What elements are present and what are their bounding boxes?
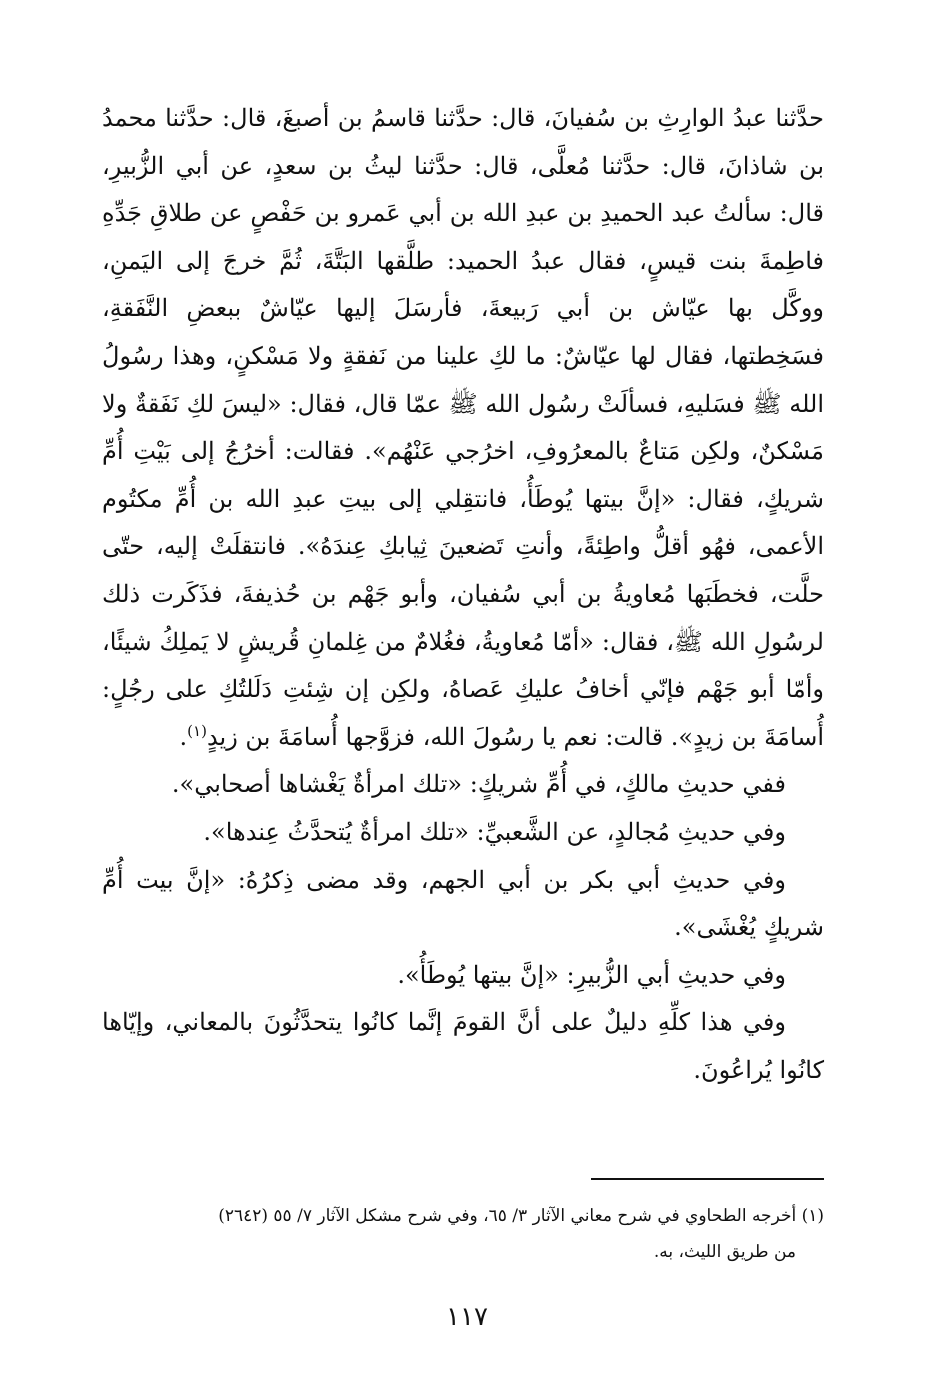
footnote-line-1: (١) أخرجه الطحاوي في شرح معاني الآثار ٣/ ٦٥، وفي شرح مشكل الآثار ٧/ ٥٥ (٢٦٤٢) [218,1206,824,1226]
footnote-line-2: من طريق الليث، به. [653,1242,796,1262]
paragraph-malik: ففي حديثِ مالكٍ، في أُمِّ شريكٍ: «تلك امرأةٌ يَغْشاها أصحابي». [171,770,786,799]
page-number: ١١٧ [446,1302,488,1332]
paragraph-mujalid: وفي حديثِ مُجالدٍ، عن الشَّعبيِّ: «تلك امرأةٌ يُتحدَّثُ عِندها». [203,817,786,846]
footnote-divider [591,1178,824,1180]
paragraph-conclusion: وفي هذا كلِّهِ دليلٌ على أنَّ القومَ إنَّما كانُوا يتحدَّثُونَ بالمعاني، وإيّاها كانُوا يُراعُونَ. [102,1008,824,1084]
paragraph-hadith [102,95,824,761]
footnotes [102,1198,824,1270]
main-text [102,95,824,1094]
paragraph-hadith-end: . [179,722,188,751]
paragraph-hadith-text: حدَّثنا عبدُ الوارِثِ بن سُفيانَ، قال: حدَّثنا قاسمُ بن أصبغَ، قال: حدَّثنا محمدُ بن شاذانَ، قال: حدَّثنا مُعلَّى، قال: حدَّثنا ليثُ بن سعدٍ، عن أبي الزُّبيرِ، قال: سألتُ عبد الحميدِ بن عبدِ الله بن أبي عَمرو بن حَفْصٍ عن طلاقِ جَدِّهِ فاطِمةَ بنت قيسٍ، فقال عبدُ الحميد: طلَّقها البَتَّةَ، ثُمَّ خرجَ إلى اليَمنِ، ووكَّل بها عيّاش بن أبي رَبيعةَ، فأرسَلَ إليها عيّاشٌ ببعضِ النَّفَقةِ، فسَخِطتها، فقال لها عيّاشٌ: ما لكِ علينا من نَفقةٍ ولا مَسْكنٍ، وهذا رسُولُ الله ﷺ فسَليهِ، فسألَتْ رسُول الله ﷺ عمّا قال، فقال: «ليسَ لكِ نَفَقةٌ ولا مَسْكنٌ، ولكِن مَتاعٌ بالمعرُوفِ، اخرُجي عَنْهُم». فقالت: أخرُجُ إلى بَيْتِ أُمِّ شريكٍ، فقال: «إنَّ بيتها يُوطَأُ، فانتقِلي إلى بيتِ عبدِ الله بن أُمِّ مكتُوم الأعمى، فهُو أقلُّ واطِئةً، وأنتِ تَضعينَ ثِيابكِ عِندَهُ». فانتقلَتْ إليه، حتّى حلَّت، فخطَبَها مُعاويةُ بن أبي سُفيان، وأبو جَهْم بن حُذيفةَ، فذَكَرت ذلك لرسُولِ الله ﷺ، فقال: «أمّا مُعاويةُ، فغُلامٌ من غِلمانِ قُريشٍ لا يَملِكُ شيئًا، وأمّا أبو جَهْم فإنّي أخافُ عليكِ عَصاهُ، ولكِن إن شِئتِ دَلَلتُكِ على رجُلٍ: أُسامَةَ بن زيدٍ». قالت: نعم يا رسُولَ الله، فزوَّجها أُسامَةَ بن زيدٍ [102,104,824,751]
paragraph-abu-zubair: وفي حديثِ أبي الزُّبيرِ: «إنَّ بيتها يُوطَأُ». [397,960,786,989]
paragraph-abu-bakr: وفي حديثِ أبي بكر بن أبي الجهم، وقد مضى ذِكرُهُ: «إنَّ بيت أُمِّ شريكٍ يُغْشَى». [102,865,824,942]
footnote-reference[interactable]: (١) [187,721,207,740]
